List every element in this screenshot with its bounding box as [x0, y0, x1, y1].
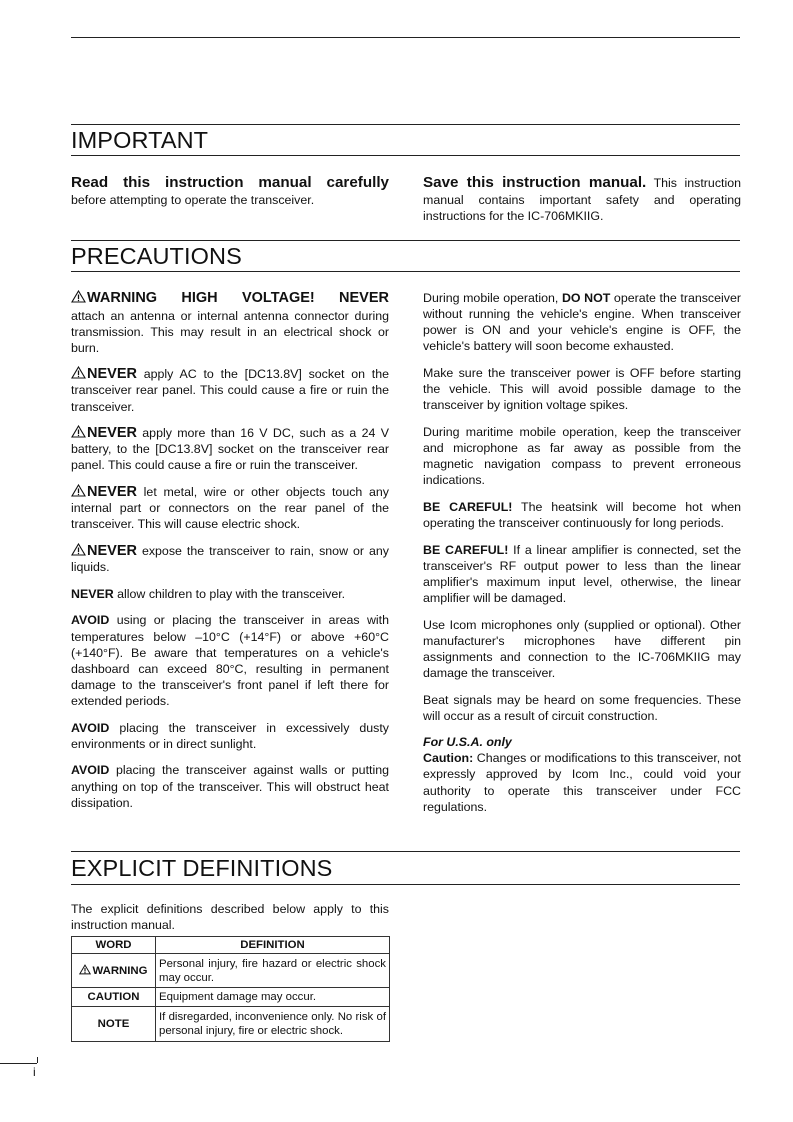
precaution-item: AVOID placing the transceiver in excessively dusty environments or in direct sunlight. — [71, 720, 389, 751]
table-row: NOTE If disregarded, inconvenience only. No risk of personal injury, fire or electric shock. — [72, 1007, 390, 1042]
precaution-item: Use Icom microphones only (supplied or optional). Other manufacturer's microphones have different pin assignments and connection to the IC-706MKIIG may damage the transceiver. — [423, 617, 741, 680]
warning-triangle-icon — [71, 366, 86, 379]
precaution-item: NEVER allow children to play with the transceiver. — [71, 586, 346, 601]
precautions-right — [423, 290, 741, 825]
precaution-item: BE CAREFUL! The heatsink will become hot when operating the transceiver continuously for long periods. — [423, 499, 741, 530]
footer-tick — [37, 1057, 38, 1063]
section-important — [71, 124, 740, 156]
table-row: CAUTION Equipment damage may occur. — [72, 988, 390, 1007]
precaution-item: NEVER let metal, wire or other objects touch any internal part or connectors on the rear panel of the transceiver. This will cause electric shock. — [71, 484, 389, 532]
top-rule — [71, 37, 740, 38]
table-row: WARNING Personal injury, fire hazard or electric shock may occur. — [72, 954, 390, 988]
definitions-table — [71, 936, 390, 1042]
table-header-row — [72, 937, 390, 954]
warning-triangle-icon — [71, 484, 86, 497]
precaution-item: NEVER apply AC to the [DC13.8V] socket on the transceiver rear panel. This could cause a fire or ruin the transceiver. — [71, 366, 389, 414]
section-title-definitions: EXPLICIT DEFINITIONS — [71, 855, 333, 881]
precaution-item: Make sure the transceiver power is OFF before starting the vehicle. This will avoid possible damage to the transceiver by ignition voltage spikes. — [423, 365, 741, 413]
usa-heading: For U.S.A. only — [423, 735, 512, 750]
important-left-lead: Read this instruction manual carefully — [71, 174, 389, 191]
precaution-item: NEVER expose the transceiver to rain, snow or any liquids. — [71, 543, 389, 575]
precaution-item: During mobile operation, DO NOT operate the transceiver without running the vehicle's engine. When transceiver power is ON and your vehicle's engine is OFF, the vehicle's battery will soon become exhausted. — [423, 291, 741, 354]
precaution-item: AVOID placing the transceiver against walls or putting anything on top of the transceiver. This will obstruct heat dissipation. — [71, 763, 389, 810]
footer-rule — [0, 1063, 37, 1064]
precaution-item: AVOID using or placing the transceiver in areas with temperatures below –10°C (+14°F) or above +60°C (+140°F). Be aware that temperatures on a vehicle's dashboard can exceed 80°C, resulting in permanent damage to the transceiver's front panel if left there for extended periods. — [71, 613, 389, 708]
section-definitions — [71, 851, 740, 885]
precautions-left — [71, 290, 389, 821]
precaution-item: BE CAREFUL! If a linear amplifier is connected, set the transceiver's RF output power to less than the linear amplifier's maximum input level, otherwise, the linear amplifier will be damaged. — [423, 542, 741, 605]
section-title-precautions: PRECAUTIONS — [71, 243, 242, 269]
important-right-text: This instruction manual contains important safety and operating instructions for the IC-706MKIIG. — [423, 176, 741, 223]
page-number: i — [33, 1065, 36, 1079]
warning-triangle-icon — [71, 290, 86, 303]
warning-triangle-icon — [71, 425, 86, 438]
definitions-intro: The explicit definitions described below apply to this instruction manual. — [71, 902, 389, 933]
important-left-text: before attempting to operate the transceiver. — [71, 192, 315, 207]
column-header-definition: DEFINITION — [156, 937, 390, 954]
section-precautions — [71, 240, 740, 272]
important-left — [71, 174, 389, 218]
warning-triangle-icon — [79, 964, 91, 975]
precaution-item: NEVER apply more than 16 V DC, such as a 24 V battery, to the [DC13.8V] socket on the transceiver rear panel. This could cause a fire or ruin the transceiver. — [71, 425, 389, 473]
important-right — [423, 174, 741, 235]
important-right-lead: Save this instruction manual. — [423, 174, 647, 191]
usa-notice: For U.S.A. only Caution: Changes or modifications to this transceiver, not expressly approved by Icom Inc., could void your authority to operate this transceiver under FCC regulations. — [423, 735, 741, 814]
column-header-word: WORD — [72, 937, 156, 954]
warning-triangle-icon — [71, 543, 86, 556]
precaution-item: Beat signals may be heard on some frequencies. These will occur as a result of circuit construction. — [423, 692, 741, 723]
precaution-item: During maritime mobile operation, keep the transceiver and microphone as far away as possible from the magnetic navigation compass to prevent erroneous indications. — [423, 424, 741, 488]
precaution-item: WARNING HIGH VOLTAGE! NEVER attach an antenna or internal antenna connector during transmission. This may result in an electrical shock or burn. — [71, 290, 389, 355]
section-title-important: IMPORTANT — [71, 127, 209, 153]
